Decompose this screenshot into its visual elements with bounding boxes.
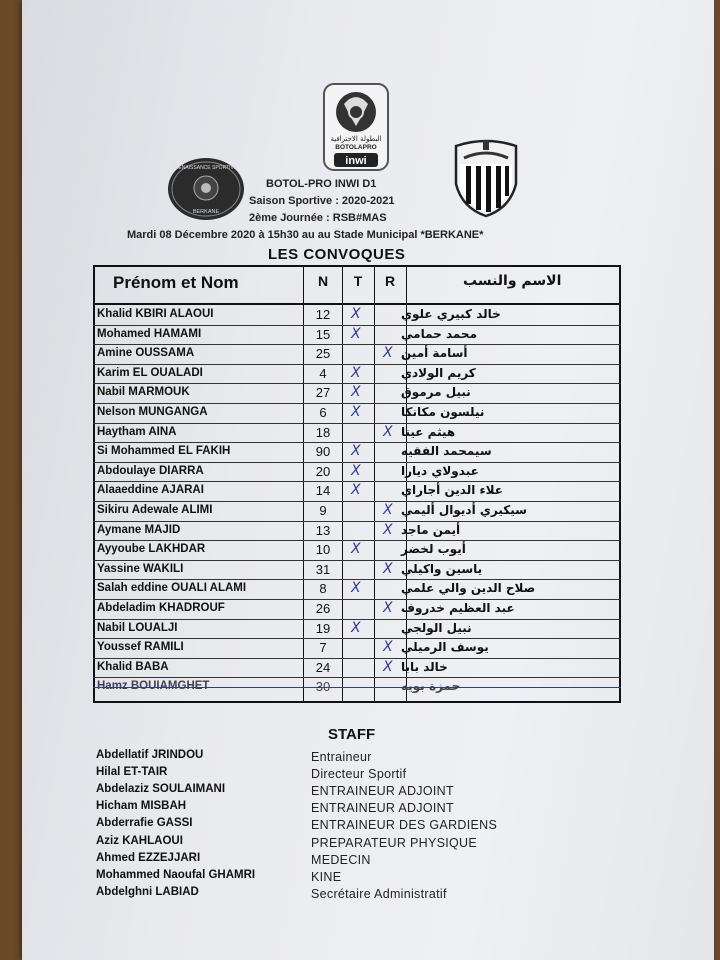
player-number: 13 (315, 522, 331, 538)
staff-member-role: MEDECIN (311, 852, 371, 867)
staff-member-name: Abdelghni LABIAD (96, 885, 199, 898)
player-arabic-name: سيكيري أديوال أليمي (401, 503, 527, 517)
reserve-mark: X (383, 658, 393, 675)
titular-mark: X (351, 443, 361, 460)
reserve-mark: X (383, 423, 393, 440)
player-name: Nabil MARMOUK (97, 386, 190, 399)
player-number: 20 (315, 463, 331, 479)
player-number: 4 (319, 365, 327, 381)
player-number: 7 (319, 640, 327, 656)
header-name: Prénom et Nom (113, 273, 239, 292)
player-arabic-name: هيثم عينا (401, 424, 456, 439)
player-number: 31 (315, 561, 331, 577)
player-name: Salah eddine OUALI ALAMI (97, 582, 247, 595)
player-name: Abdeladim KHADROUF (97, 602, 225, 614)
player-name: Khalid BABA (97, 660, 169, 673)
player-number: 90 (315, 444, 331, 460)
staff-member-name: Hilal ET-TAIR (96, 766, 168, 779)
staff-title: STAFF (328, 726, 376, 743)
player-number: 14 (315, 483, 331, 499)
player-arabic-name: عبد العظيم خدروف (401, 601, 515, 615)
staff-member-role: Directeur Sportif (311, 767, 407, 782)
player-name: Hamz BOUIAMGHET (97, 680, 210, 693)
staff-member-role: KINE (311, 869, 342, 884)
strike-through-line (93, 687, 621, 688)
player-number: 30 (315, 679, 331, 695)
header-divider (93, 303, 621, 305)
reserve-mark: X (383, 639, 393, 656)
player-number: 25 (315, 346, 331, 362)
staff-member-name: Abdellatif JRINDOU (96, 749, 204, 761)
staff-member-name: Abderrafie GASSI (96, 817, 193, 830)
player-name: Nelson MUNGANGA (97, 406, 208, 418)
player-arabic-name: أيمن ماجد (401, 522, 461, 537)
player-name: Yassine WAKILI (97, 562, 184, 575)
player-number: 18 (315, 424, 331, 440)
rsb-logo-top-text: RENAISSANCE SPORTIVE (174, 165, 238, 171)
document-sheet (22, 0, 714, 960)
titular-mark: X (351, 364, 361, 381)
date-venue-line: Mardi 08 Décembre 2020 à 15h30 au au Stade Municipal *BERKANE* (127, 229, 484, 241)
player-name: Mohamed HAMAMI (97, 327, 202, 340)
reserve-mark: X (383, 521, 393, 538)
reserve-mark: X (383, 502, 393, 518)
player-name: Amine OUSSAMA (97, 347, 195, 360)
player-arabic-name: نبيل الولجي (401, 620, 472, 635)
player-number: 9 (319, 503, 327, 518)
row-divider (93, 599, 621, 600)
player-name: Youssef RAMILI (97, 641, 184, 654)
row-divider (93, 560, 621, 561)
player-name: Sikiru Adewale ALIMI (97, 504, 213, 516)
titular-mark: X (351, 384, 361, 401)
player-arabic-name: سيمحمد الفقيه (401, 444, 492, 459)
player-arabic-name: كريم الولادي (401, 365, 476, 380)
player-arabic-name: محمد حمامي (401, 326, 478, 341)
header-reserve: R (384, 273, 396, 289)
season-line: Saison Sportive : 2020-2021 (249, 195, 395, 207)
reserve-mark: X (383, 345, 393, 362)
player-name: Khalid KBIRI ALAOUI (97, 308, 214, 320)
botola-wordmark: BOTOLAPRO (335, 144, 377, 151)
player-name: Karim EL OUALADI (97, 366, 203, 379)
staff-member-role: Entraineur (311, 750, 372, 764)
player-arabic-name: أيوب لخضر (401, 542, 466, 557)
player-number: 8 (319, 581, 327, 597)
staff-member-role: PREPARATEUR PHYSIQUE (311, 835, 477, 850)
matchday-line: 2ème Journée : RSB#MAS (249, 212, 387, 224)
titular-mark: X (351, 325, 361, 342)
rsb-club-logo (166, 156, 246, 222)
row-divider (93, 501, 621, 502)
player-arabic-name: صلاح الدين والي علمي (401, 581, 536, 596)
player-name: Nabil LOUALJI (97, 621, 178, 634)
player-arabic-name: حمزة بويه (401, 679, 461, 694)
titular-mark: X (351, 580, 361, 597)
reserve-mark: X (383, 560, 393, 577)
mas-club-logo (450, 136, 522, 218)
player-arabic-name: نيلسون مكانكا (401, 405, 485, 419)
player-arabic-name: نبيل مرموق (401, 385, 471, 400)
player-arabic-name: خالد بابا (401, 659, 448, 674)
row-divider (93, 658, 621, 659)
titular-mark: X (351, 462, 361, 479)
reserve-mark: X (383, 600, 393, 616)
row-divider (93, 677, 621, 678)
player-number: 24 (315, 659, 331, 675)
header-titular: T (353, 273, 363, 289)
header-arabic-name: الاسم والنسب (463, 273, 562, 289)
titular-mark: X (351, 306, 361, 322)
header-number: N (317, 273, 329, 289)
staff-member-name: Aziz KAHLAOUI (96, 834, 183, 847)
titular-mark: X (351, 482, 361, 499)
rsb-logo-bottom-text: BERKANE (192, 209, 220, 215)
staff-member-name: Abdelaziz SOULAIMANI (96, 783, 226, 796)
botola-pro-logo (322, 82, 390, 172)
player-arabic-name: علاء الدين أجاراي (401, 483, 503, 498)
player-number: 19 (315, 620, 331, 636)
row-divider (93, 521, 621, 522)
player-number: 27 (315, 385, 331, 401)
staff-member-name: Ahmed EZZEJJARI (96, 851, 201, 864)
player-number: 26 (315, 601, 331, 616)
player-number: 10 (315, 542, 331, 558)
staff-member-role: ENTRAINEUR DES GARDIENS (311, 818, 498, 833)
player-arabic-name: عبدولاي ديارا (401, 463, 479, 478)
player-arabic-name: أسامة أمين (401, 346, 468, 361)
player-name: Aymane MAJID (97, 523, 181, 536)
player-name: Abdoulaye DIARRA (97, 464, 204, 477)
player-number: 6 (319, 405, 327, 420)
player-name: Si Mohammed EL FAKIH (97, 445, 231, 458)
competition-name: BOTOL-PRO INWI D1 (266, 178, 377, 190)
player-arabic-name: ياسين واكيلي (401, 561, 483, 576)
staff-member-name: Hicham MISBAH (96, 800, 187, 813)
titular-mark: X (351, 619, 361, 636)
player-number: 15 (315, 326, 331, 342)
convoques-title: LES CONVOQUES (268, 246, 406, 263)
staff-member-role: ENTRAINEUR ADJOINT (311, 784, 454, 799)
staff-member-role: ENTRAINEUR ADJOINT (311, 801, 454, 816)
row-divider (93, 344, 621, 345)
inwi-wordmark: inwi (345, 155, 367, 167)
player-name: Ayyoube LAKHDAR (97, 543, 206, 556)
player-name: Haytham AINA (97, 425, 177, 438)
player-arabic-name: يوسف الرميلي (401, 640, 489, 655)
staff-member-name: Mohammed Naoufal GHAMRI (96, 868, 256, 881)
row-divider (93, 638, 621, 639)
titular-mark: X (351, 541, 361, 558)
squad-table (93, 265, 621, 703)
staff-member-role: Secrétaire Administratif (311, 886, 447, 901)
player-name: Alaaeddine AJARAI (97, 484, 204, 497)
player-number: 12 (315, 307, 331, 322)
player-arabic-name: خالد كبيري علوي (401, 307, 501, 321)
botola-arabic-text: البطولة الاحترافية (330, 135, 382, 143)
titular-mark: X (351, 404, 361, 420)
row-divider (93, 423, 621, 424)
